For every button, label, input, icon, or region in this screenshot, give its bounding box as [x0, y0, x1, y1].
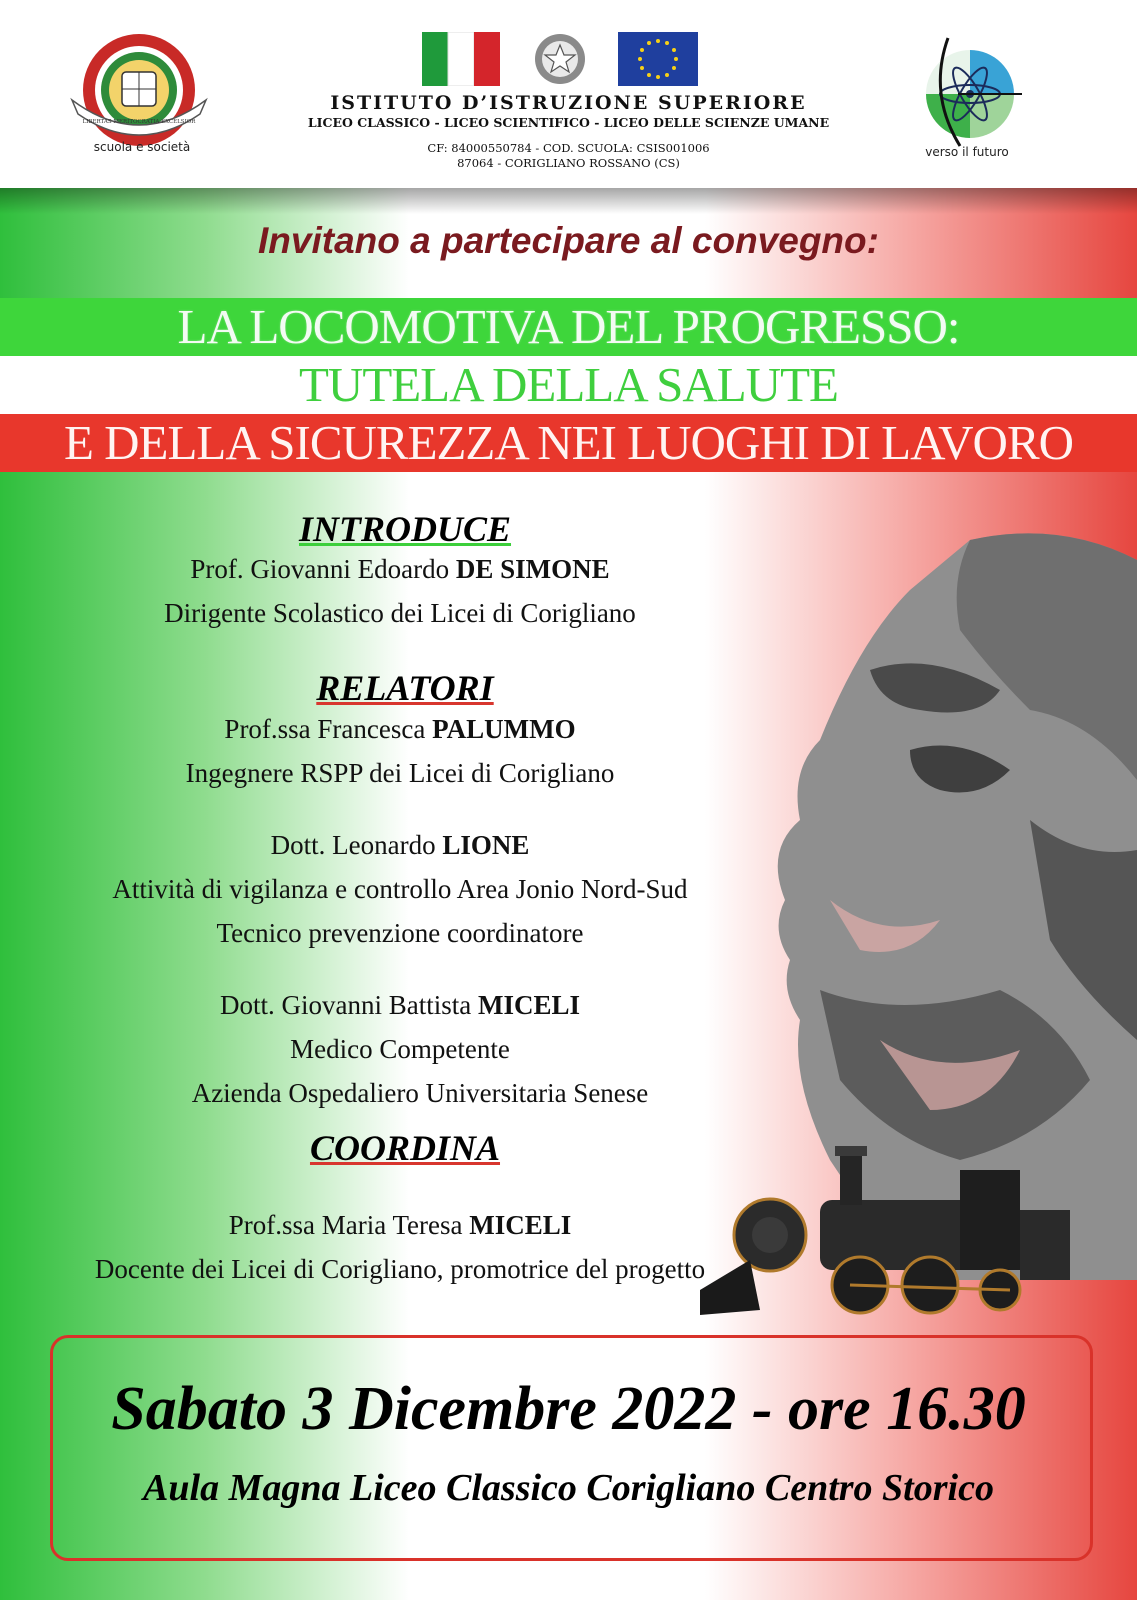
logo-right-caption: verso il futuro — [925, 145, 1009, 159]
speaker-2-name — [100, 830, 700, 861]
title-line-1: LA LOCOMOTIVA DEL PROGRESSO: — [177, 299, 960, 354]
introduce-heading: INTRODUCE — [298, 509, 512, 549]
invite-text: Invitano a partecipare al convegno: — [258, 220, 879, 261]
institute-title: ISTITUTO D’ISTRUZIONE SUPERIORE — [330, 92, 807, 114]
speaker-2-role-1: Attività di vigilanza e controllo Area Jonio Nord-Sud — [112, 874, 688, 904]
speaker-1-name-surname: PALUMMO — [432, 714, 576, 744]
coordina-heading: COORDINA — [309, 1128, 501, 1168]
institute-cf: CF: 84000550784 - COD. SCUOLA: CSIS001006 — [427, 141, 710, 155]
logo-left-caption: scuola e società — [93, 140, 191, 154]
speaker-1-role: Ingegnere RSPP dei Licei di Corigliano — [185, 758, 615, 788]
coordina-name-surname: MICELI — [469, 1210, 572, 1240]
coordina-name — [100, 1210, 700, 1241]
event-date: Sabato 3 Dicembre 2022 - ore 16.30 — [111, 1375, 1026, 1443]
speaker-2-name-prefix: Dott. Leonardo — [270, 830, 436, 860]
speaker-2-role-2: Tecnico prevenzione coordinatore — [216, 918, 584, 948]
title-line-3: E DELLA SICUREZZA NEI LUOGHI DI LAVORO — [63, 415, 1074, 470]
introduce-role: Dirigente Scolastico dei Licei di Corigliano — [164, 598, 636, 628]
institute-address: 87064 - CORIGLIANO ROSSANO (CS) — [457, 156, 680, 170]
header-shadow — [0, 188, 1137, 214]
introduce-name-surname: DE SIMONE — [455, 554, 610, 584]
introduce-name — [100, 554, 700, 585]
institute-schools: LICEO CLASSICO - LICEO SCIENTIFICO - LICEO DELLE SCIENZE UMANE — [307, 115, 830, 130]
speaker-2-name-surname: LIONE — [442, 830, 530, 860]
speaker-1-name — [100, 714, 700, 745]
introduce-name-prefix: Prof. Giovanni Edoardo — [190, 554, 450, 584]
event-box — [50, 1335, 1093, 1561]
flags-group — [422, 32, 718, 86]
italian-flag-icon — [422, 32, 500, 86]
event-place: Aula Magna Liceo Classico Corigliano Centro Storico — [143, 1467, 994, 1509]
title-band-green — [0, 298, 1137, 356]
coordina-name-prefix: Prof.ssa Maria Teresa — [228, 1210, 463, 1240]
title-band-red — [0, 414, 1137, 472]
title-band-white — [0, 356, 1137, 414]
speaker-3-name-surname: MICELI — [477, 990, 580, 1020]
speaker-3-name — [100, 990, 700, 1021]
speaker-3-role-2: Azienda Ospedaliero Universitaria Senese — [191, 1078, 649, 1108]
republic-emblem-icon — [535, 34, 585, 84]
coordina-role: Docente dei Licei di Corigliano, promotrice del progetto — [94, 1254, 706, 1284]
speaker-3-name-prefix: Dott. Giovanni Battista — [220, 990, 472, 1020]
header — [0, 0, 1137, 188]
title-line-2: TUTELA DELLA SALUTE — [299, 357, 838, 412]
svg-text:LIBERTAS MERITOCRATIA EXCELSIO: LIBERTAS MERITOCRATIA EXCELSIOR — [82, 119, 196, 125]
speaker-3-role-1: Medico Competente — [290, 1034, 510, 1064]
eu-flag-icon — [618, 32, 698, 86]
relatori-heading: RELATORI — [316, 668, 494, 708]
speaker-1-name-prefix: Prof.ssa Francesca — [224, 714, 426, 744]
locomotive-illustration — [700, 1140, 1070, 1320]
